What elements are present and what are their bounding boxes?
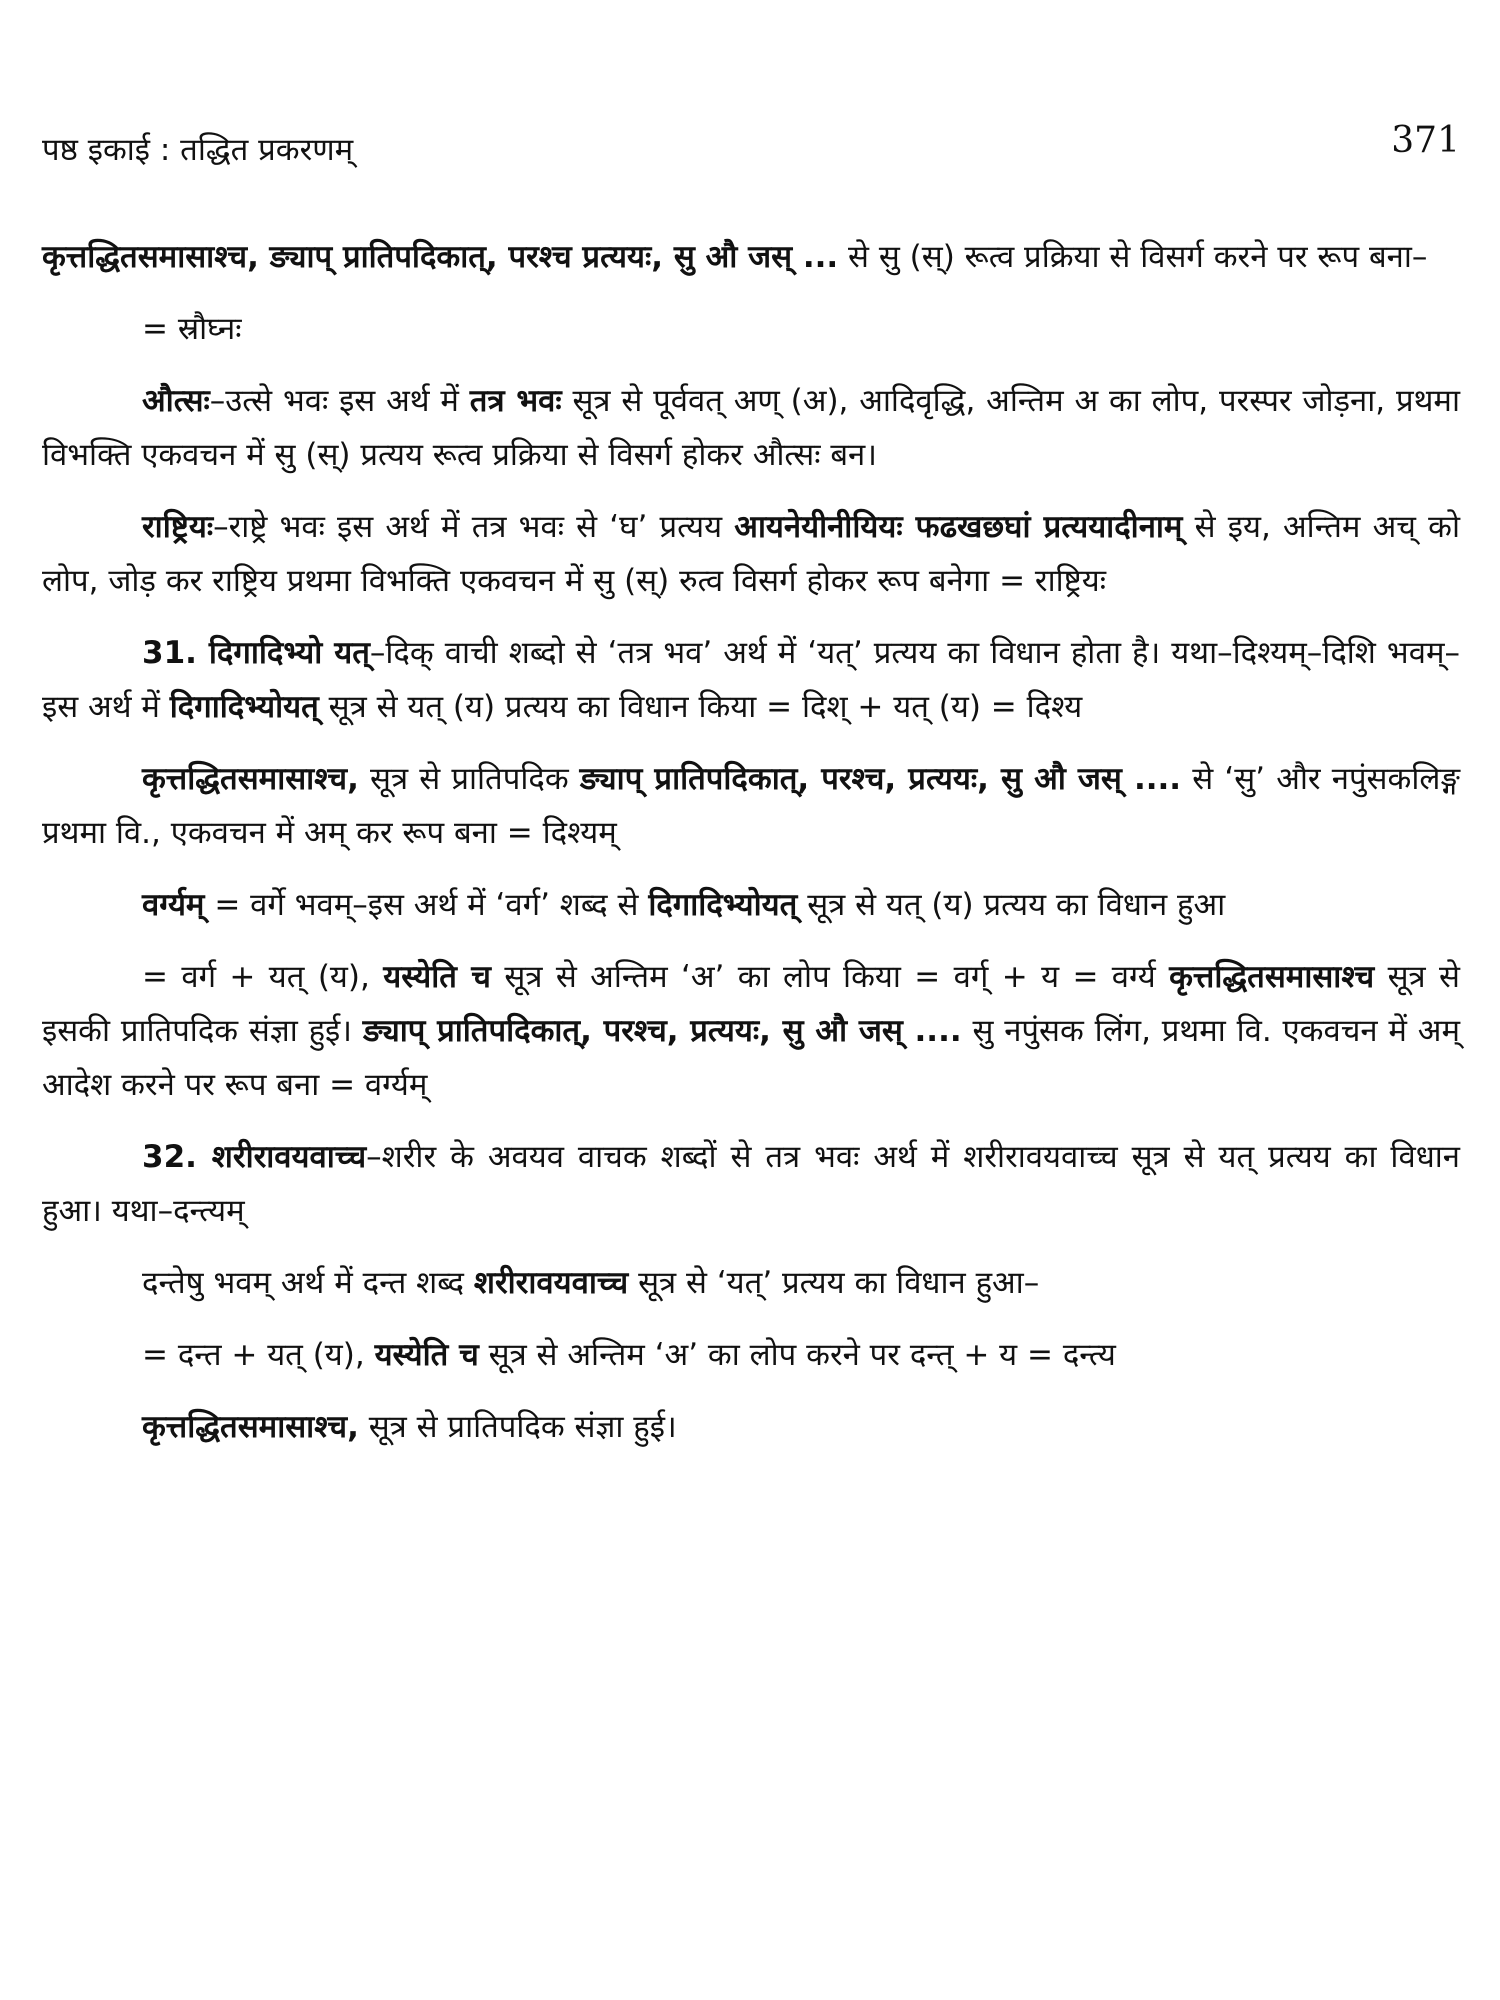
paragraph-12 xyxy=(42,1400,1460,1454)
text-span: = स्रौघ्नः xyxy=(142,311,242,347)
sutra-bold: ङ्याप् प्रातिपदिकात्, परश्च, प्रत्ययः, सु औ जस् .... xyxy=(362,1013,962,1049)
running-title: पष्ठ इकाई : तद्धित प्रकरणम् xyxy=(42,132,354,168)
paragraph-3 xyxy=(42,374,1460,482)
term-bold: वर्ग्यम् xyxy=(142,887,205,923)
text-span: सूत्र से अन्तिम ‘अ’ का लोप करने पर दन्त् + य = दन्त्य xyxy=(478,1337,1116,1373)
sutra-bold: यस्येति च xyxy=(383,959,491,995)
paragraph-8 xyxy=(42,950,1460,1112)
text-span: = दन्त + यत् (य), xyxy=(142,1337,375,1373)
page-number: 371 xyxy=(1391,120,1460,161)
text-span: सूत्र से अन्तिम ‘अ’ का लोप किया = वर्ग् + य = वर्ग्य xyxy=(490,959,1170,995)
paragraph-10 xyxy=(42,1256,1460,1310)
paragraph-7 xyxy=(42,878,1460,932)
text-span: दन्तेषु भवम् अर्थ में दन्त शब्द xyxy=(142,1265,474,1301)
text-span: से इय, अन्तिम अच् को लोप, जोड़ कर राष्ट्रिय प्रथमा विभक्ति एकवचन में सु (स्) रुत्व विसर्ग होकर रूप बनेगा = राष्ट्रियः xyxy=(42,509,1460,599)
paragraph-1 xyxy=(42,230,1460,284)
text-span: –उत्से भवः इस अर्थ में xyxy=(209,383,470,419)
paragraph-11 xyxy=(42,1328,1460,1382)
text-span: सूत्र से प्रातिपदिक xyxy=(358,761,580,797)
text-span: से सु (स्) रूत्व प्रक्रिया से विसर्ग करने पर रूप बना– xyxy=(838,239,1428,275)
sutra-bold: कृत्तद्धितसमासाश्च, ङ्याप् प्रातिपदिकात्, परश्च प्रत्ययः, सु औ जस् ... xyxy=(42,239,839,275)
text-span: से ‘सु’ और नपुंसकलिङ्ग प्रथमा वि., एकवचन में अम् कर रूप बना = दिश्यम् xyxy=(42,761,1460,851)
sutra-bold: दिगादिभ्योयत् xyxy=(169,689,319,725)
sutra-bold: यस्येति च xyxy=(374,1337,479,1373)
sutra-bold: ङ्याप् प्रातिपदिकात्, परश्च, प्रत्ययः, सु औ जस् .... xyxy=(579,761,1182,797)
paragraph-9 xyxy=(42,1130,1460,1238)
sutra-bold: कृत्तद्धितसमासाश्च xyxy=(1169,959,1375,995)
sutra-bold: दिगादिभ्योयत् xyxy=(648,887,798,923)
paragraph-5 xyxy=(42,626,1460,734)
text-span: सु नपुंसक लिंग, प्रथमा वि. एकवचन में अम् आदेश करने पर रूप बना = वर्ग्यम् xyxy=(42,1013,1460,1103)
text-span: सूत्र से ‘यत्’ प्रत्यय का विधान हुआ– xyxy=(628,1265,1040,1301)
text-span: सूत्र से यत् (य) प्रत्यय का विधान हुआ xyxy=(797,887,1226,923)
text-span: सूत्र से यत् (य) प्रत्यय का विधान किया = दिश् + यत् (य) = दिश्य xyxy=(318,689,1083,725)
rule-heading: 31. दिगादिभ्यो यत् xyxy=(142,635,370,671)
term-bold: राष्ट्रियः xyxy=(142,509,214,545)
text-span: –दिक् वाची शब्दो से ‘तत्र भव’ अर्थ में ‘यत्’ प्रत्यय का विधान होता है। यथा–दिश्यम्–दिशि भवम्–इस अर्थ में xyxy=(42,635,1460,725)
sutra-bold: कृत्तद्धितसमासाश्च, xyxy=(142,1409,359,1445)
text-span: –शरीर के अवयव वाचक शब्दों से तत्र भवः अर्थ में शरीरावयवाच्च सूत्र से यत् प्रत्यय का विधान हुआ। यथा–दन्त्यम् xyxy=(42,1139,1460,1229)
sutra-bold: कृत्तद्धितसमासाश्च, xyxy=(142,761,359,797)
text-span: –राष्ट्रे भवः इस अर्थ में तत्र भवः से ‘घ’ प्रत्यय xyxy=(213,509,735,545)
text-span: = वर्गे भवम्–इस अर्थ में ‘वर्ग’ शब्द से xyxy=(204,887,649,923)
paragraph-2 xyxy=(42,302,1460,356)
text-span: सूत्र से पूर्ववत् अण् (अ), आदिवृद्धि, अन्तिम अ का लोप, परस्पर जोड़ना, प्रथमा विभक्ति एकवचन में सु (स्) प्रत्यय रूत्व प्रक्रिया से विसर्ग होकर औत्सः बन। xyxy=(42,383,1460,473)
sutra-bold: तत्र भवः xyxy=(469,383,562,419)
text-span: सूत्र से प्रातिपदिक संज्ञा हुई। xyxy=(358,1409,677,1445)
text-span: = वर्ग + यत् (य), xyxy=(142,959,384,995)
body-text xyxy=(42,230,1460,1472)
rule-heading: 32. शरीरावयवाच्च xyxy=(142,1139,367,1175)
paragraph-4 xyxy=(42,500,1460,608)
paragraph-6 xyxy=(42,752,1460,860)
term-bold: औत्सः xyxy=(142,383,210,419)
text-span: सूत्र से इसकी प्रातिपदिक संज्ञा हुई। xyxy=(42,959,1460,1049)
sutra-bold: आयनेयीनीयियः फढखछघां प्रत्ययादीनाम् xyxy=(734,509,1183,545)
sutra-bold: शरीरावयवाच्च xyxy=(473,1265,629,1301)
